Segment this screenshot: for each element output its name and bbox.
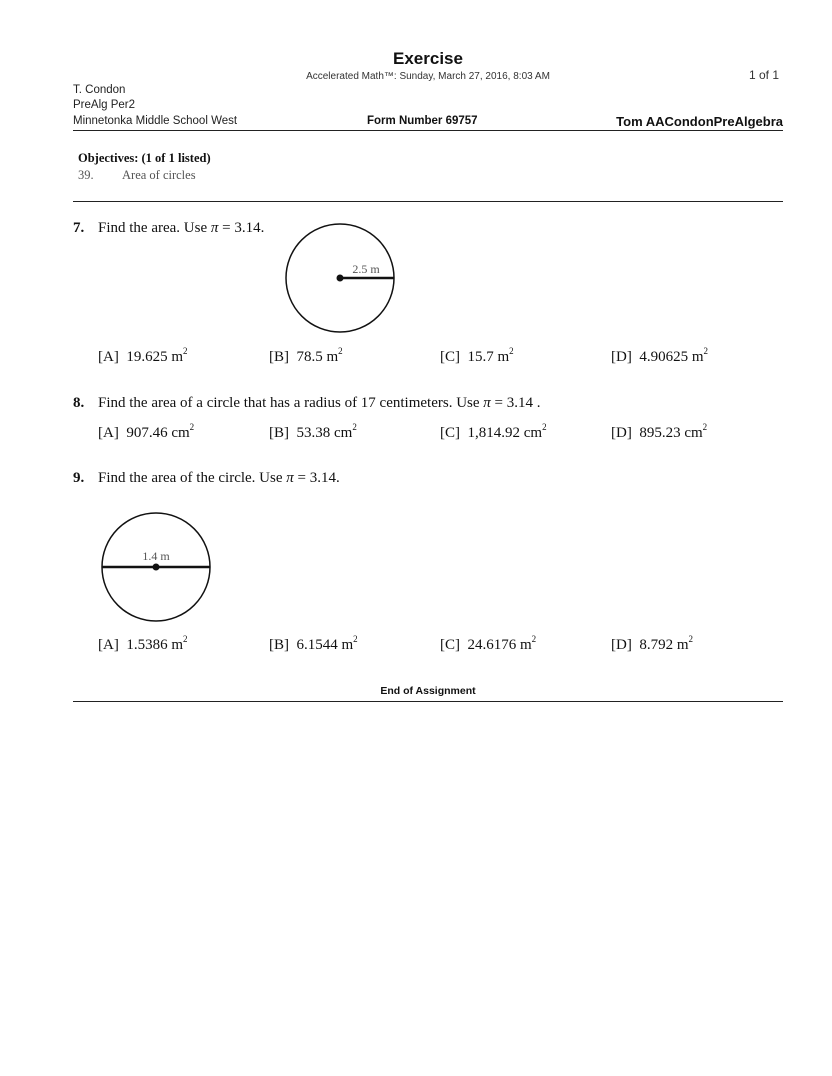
question-text: Find the area of the circle. Use [98, 470, 283, 486]
pi-symbol: π [286, 470, 294, 486]
diameter-label: 1.4 m [142, 549, 170, 563]
choice-value: 6.1544 m [296, 637, 354, 653]
choice-value: 19.625 m [126, 349, 183, 365]
choice-7a[interactable] [98, 346, 188, 366]
choice-8a[interactable] [98, 422, 195, 442]
question-7-number: 7. [73, 220, 85, 236]
question-9-text [98, 470, 340, 487]
footer-divider [73, 701, 783, 702]
choice-exponent: 2 [702, 422, 708, 432]
choice-exponent: 2 [183, 634, 188, 644]
center-point [153, 564, 160, 571]
choice-exponent: 2 [542, 422, 547, 432]
choice-exponent: 2 [703, 346, 708, 356]
choice-value: 907.46 cm [126, 425, 190, 441]
objective-number: 39. [78, 168, 94, 182]
choice-value: 8.792 m [639, 637, 689, 653]
choice-letter: [C] [440, 637, 460, 653]
choice-letter: [D] [611, 425, 632, 441]
objective-text: Area of circles [122, 168, 196, 182]
question-8-number: 8. [73, 395, 85, 411]
choice-exponent: 2 [189, 422, 195, 432]
choice-letter: [A] [98, 349, 119, 365]
radius-label: 2.5 m [352, 262, 380, 276]
objectives-divider [73, 201, 783, 202]
choice-9a[interactable] [98, 634, 188, 654]
question-text: Find the area. Use [98, 220, 208, 236]
student-name: Tom AACondonPreAlgebra [616, 114, 783, 129]
page-number: 1 of 1 [748, 68, 779, 82]
subtitle: Accelerated Math™: Sunday, March 27, 2016, 8:03 AM [306, 71, 550, 82]
header-divider [73, 130, 783, 131]
choice-exponent: 2 [352, 422, 357, 432]
choice-8b[interactable] [269, 422, 357, 442]
form-number: Form Number 69757 [367, 115, 478, 127]
question-8-text [98, 395, 541, 412]
pi-value: = 3.14. [297, 470, 340, 486]
page-title: Exercise [393, 49, 463, 68]
choice-value: 1.5386 m [126, 637, 183, 653]
choice-8d[interactable] [611, 422, 708, 442]
choice-value: 895.23 cm [639, 425, 703, 441]
end-of-assignment: End of Assignment [380, 685, 476, 697]
choice-value: 1,814.92 cm [467, 425, 543, 441]
choice-value: 4.90625 m [639, 349, 704, 365]
center-point [337, 275, 344, 282]
pi-value: = 3.14 . [494, 395, 541, 411]
choice-8c[interactable] [440, 422, 547, 442]
choice-9b[interactable] [269, 634, 358, 654]
choice-value: 15.7 m [467, 349, 510, 365]
choice-value: 53.38 cm [296, 425, 353, 441]
choice-7b[interactable] [269, 346, 343, 366]
choice-exponent: 2 [688, 634, 693, 644]
objectives-title: Objectives: (1 of 1 listed) [78, 151, 211, 165]
question-7-circle-figure [280, 218, 400, 338]
choice-exponent: 2 [183, 346, 188, 356]
choice-exponent: 2 [531, 634, 537, 644]
choice-exponent: 2 [509, 346, 514, 356]
choice-9c[interactable] [440, 634, 537, 654]
choice-value: 24.6176 m [467, 637, 532, 653]
school-name: Minnetonka Middle School West [73, 115, 238, 127]
choice-letter: [B] [269, 637, 289, 653]
question-7-text [98, 220, 264, 237]
choice-9d[interactable] [611, 634, 693, 654]
choice-exponent: 2 [338, 346, 343, 356]
choice-letter: [A] [98, 637, 119, 653]
choice-letter: [C] [440, 349, 460, 365]
choice-letter: [C] [440, 425, 460, 441]
choice-letter: [B] [269, 349, 289, 365]
choice-letter: [D] [611, 349, 632, 365]
choice-exponent: 2 [353, 634, 358, 644]
question-9-circle-figure [98, 511, 214, 627]
teacher-name: T. Condon [73, 84, 126, 96]
question-9-number: 9. [73, 470, 85, 486]
choice-letter: [D] [611, 637, 632, 653]
pi-symbol: π [483, 395, 491, 411]
choice-value: 78.5 m [296, 349, 339, 365]
choice-7d[interactable] [611, 346, 708, 366]
pi-value: = 3.14. [222, 220, 265, 236]
question-text: Find the area of a circle that has a radius of 17 centimeters. Use [98, 395, 480, 411]
class-name: PreAlg Per2 [73, 99, 136, 111]
choice-letter: [A] [98, 425, 119, 441]
choice-7c[interactable] [440, 346, 514, 366]
pi-symbol: π [210, 220, 219, 236]
choice-letter: [B] [269, 425, 289, 441]
